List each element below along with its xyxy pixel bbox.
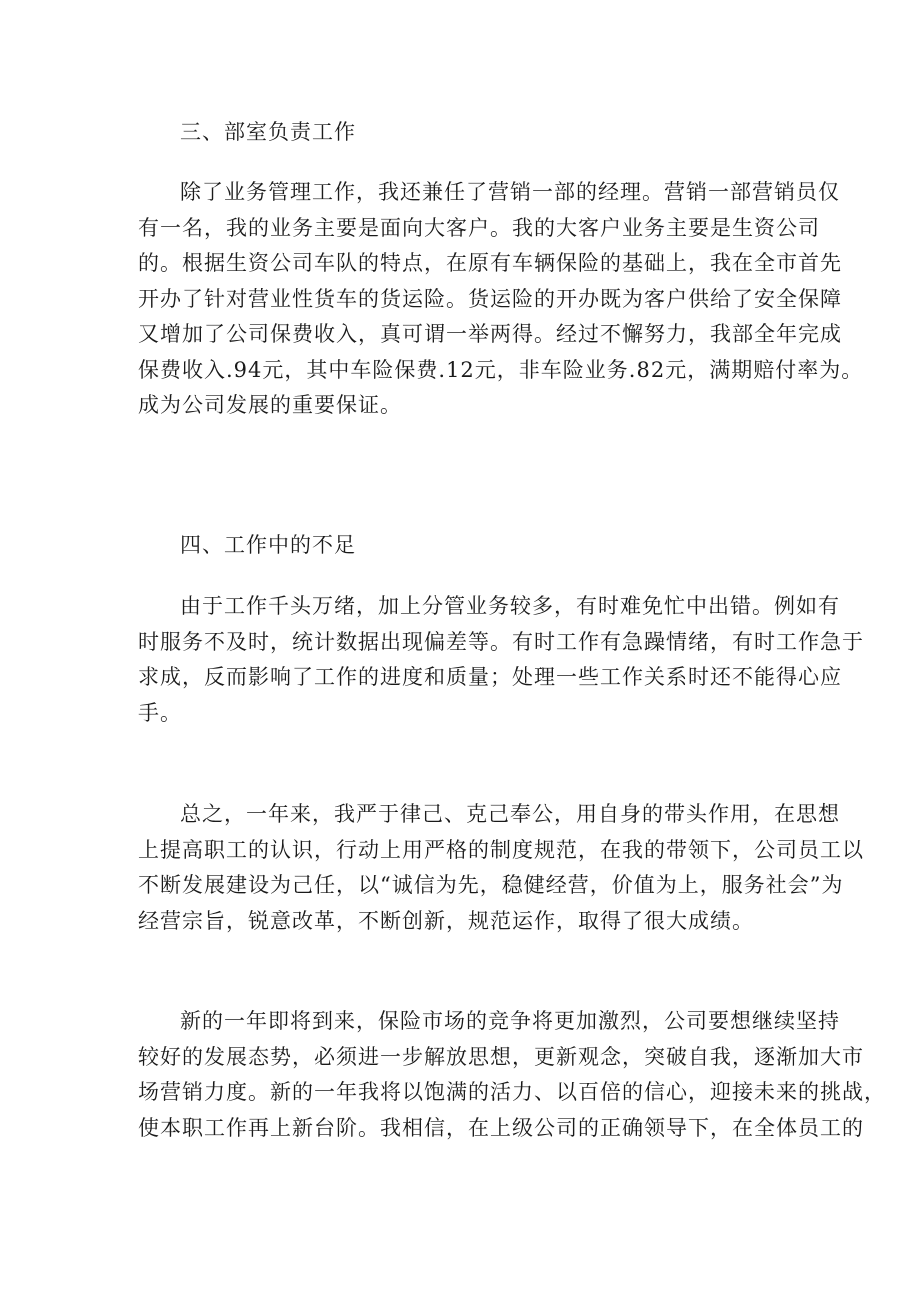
paragraph-line: 有一名，我的业务主要是面向大客户。我的大客户业务主要是生资公司 bbox=[138, 215, 820, 240]
paragraph-line: 由于工作千头万绪，加上分管业务较多，有时难免忙中出错。例如有 bbox=[180, 594, 840, 618]
paragraph-line: 不断发展建设为己任，以“诚信为先，稳健经营，价值为上，服务社会”为 bbox=[138, 873, 844, 897]
paragraph-4 bbox=[138, 1004, 886, 1146]
paragraph-line: 的。根据生资公司车队的特点，在原有车辆保险的基础上，我在全市首先 bbox=[138, 251, 842, 275]
paragraph-line: 时服务不及时，统计数据出现偏差等。有时工作有急躁情绪，有时工作急于 bbox=[138, 629, 864, 654]
paragraph-line: 新的一年即将到来，保险市场的竞争将更加激烈，公司要想继续坚持 bbox=[180, 1009, 840, 1033]
paragraph-line: 场营销力度。新的一年我将以饱满的活力、以百倍的信心，迎接未来的挑战， bbox=[138, 1080, 886, 1104]
paragraph-line: 除了业务管理工作，我还兼任了营销一部的经理。营销一部营销员仅 bbox=[180, 180, 840, 204]
paragraph-line: 使本职工作再上新台阶。我相信，在上级公司的正确领导下，在全体员工的 bbox=[138, 1115, 864, 1140]
paragraph-line: 上提高职工的认识，行动上用严格的制度规范，在我的带领下，公司员工以 bbox=[138, 837, 864, 862]
paragraph-3 bbox=[138, 797, 864, 939]
paragraph-line: 保费收入.94元，其中车险保费.12元，非车险业务.82元，满期赔付率为。 bbox=[138, 357, 864, 382]
paragraph-line: 手。 bbox=[138, 700, 182, 725]
section-heading-3: 三、部室负责工作 bbox=[180, 120, 356, 144]
section-heading-4: 四、工作中的不足 bbox=[180, 533, 356, 557]
paragraph-line: 成为公司发展的重要保证。 bbox=[138, 393, 402, 417]
paragraph-line: 总之，一年来，我严于律己、克己奉公，用自身的带头作用，在思想 bbox=[180, 802, 840, 826]
paragraph-line: 经营宗旨，锐意改革，不断创新，规范运作，取得了很大成绩。 bbox=[138, 908, 754, 933]
paragraph-line: 较好的发展态势，必须进一步解放思想，更新观念，突破自我，逐渐加大市 bbox=[138, 1044, 864, 1069]
paragraph-line: 开办了针对营业性货车的货运险。货运险的开办既为客户供给了安全保障 bbox=[138, 286, 842, 311]
paragraph-1 bbox=[138, 175, 864, 424]
paragraph-line: 求成，反而影响了工作的进度和质量；处理一些工作关系时还不能得心应 bbox=[138, 665, 842, 689]
paragraph-2 bbox=[138, 589, 864, 731]
paragraph-line: 又增加了公司保费收入，真可谓一举两得。经过不懈努力，我部全年完成 bbox=[138, 322, 842, 346]
